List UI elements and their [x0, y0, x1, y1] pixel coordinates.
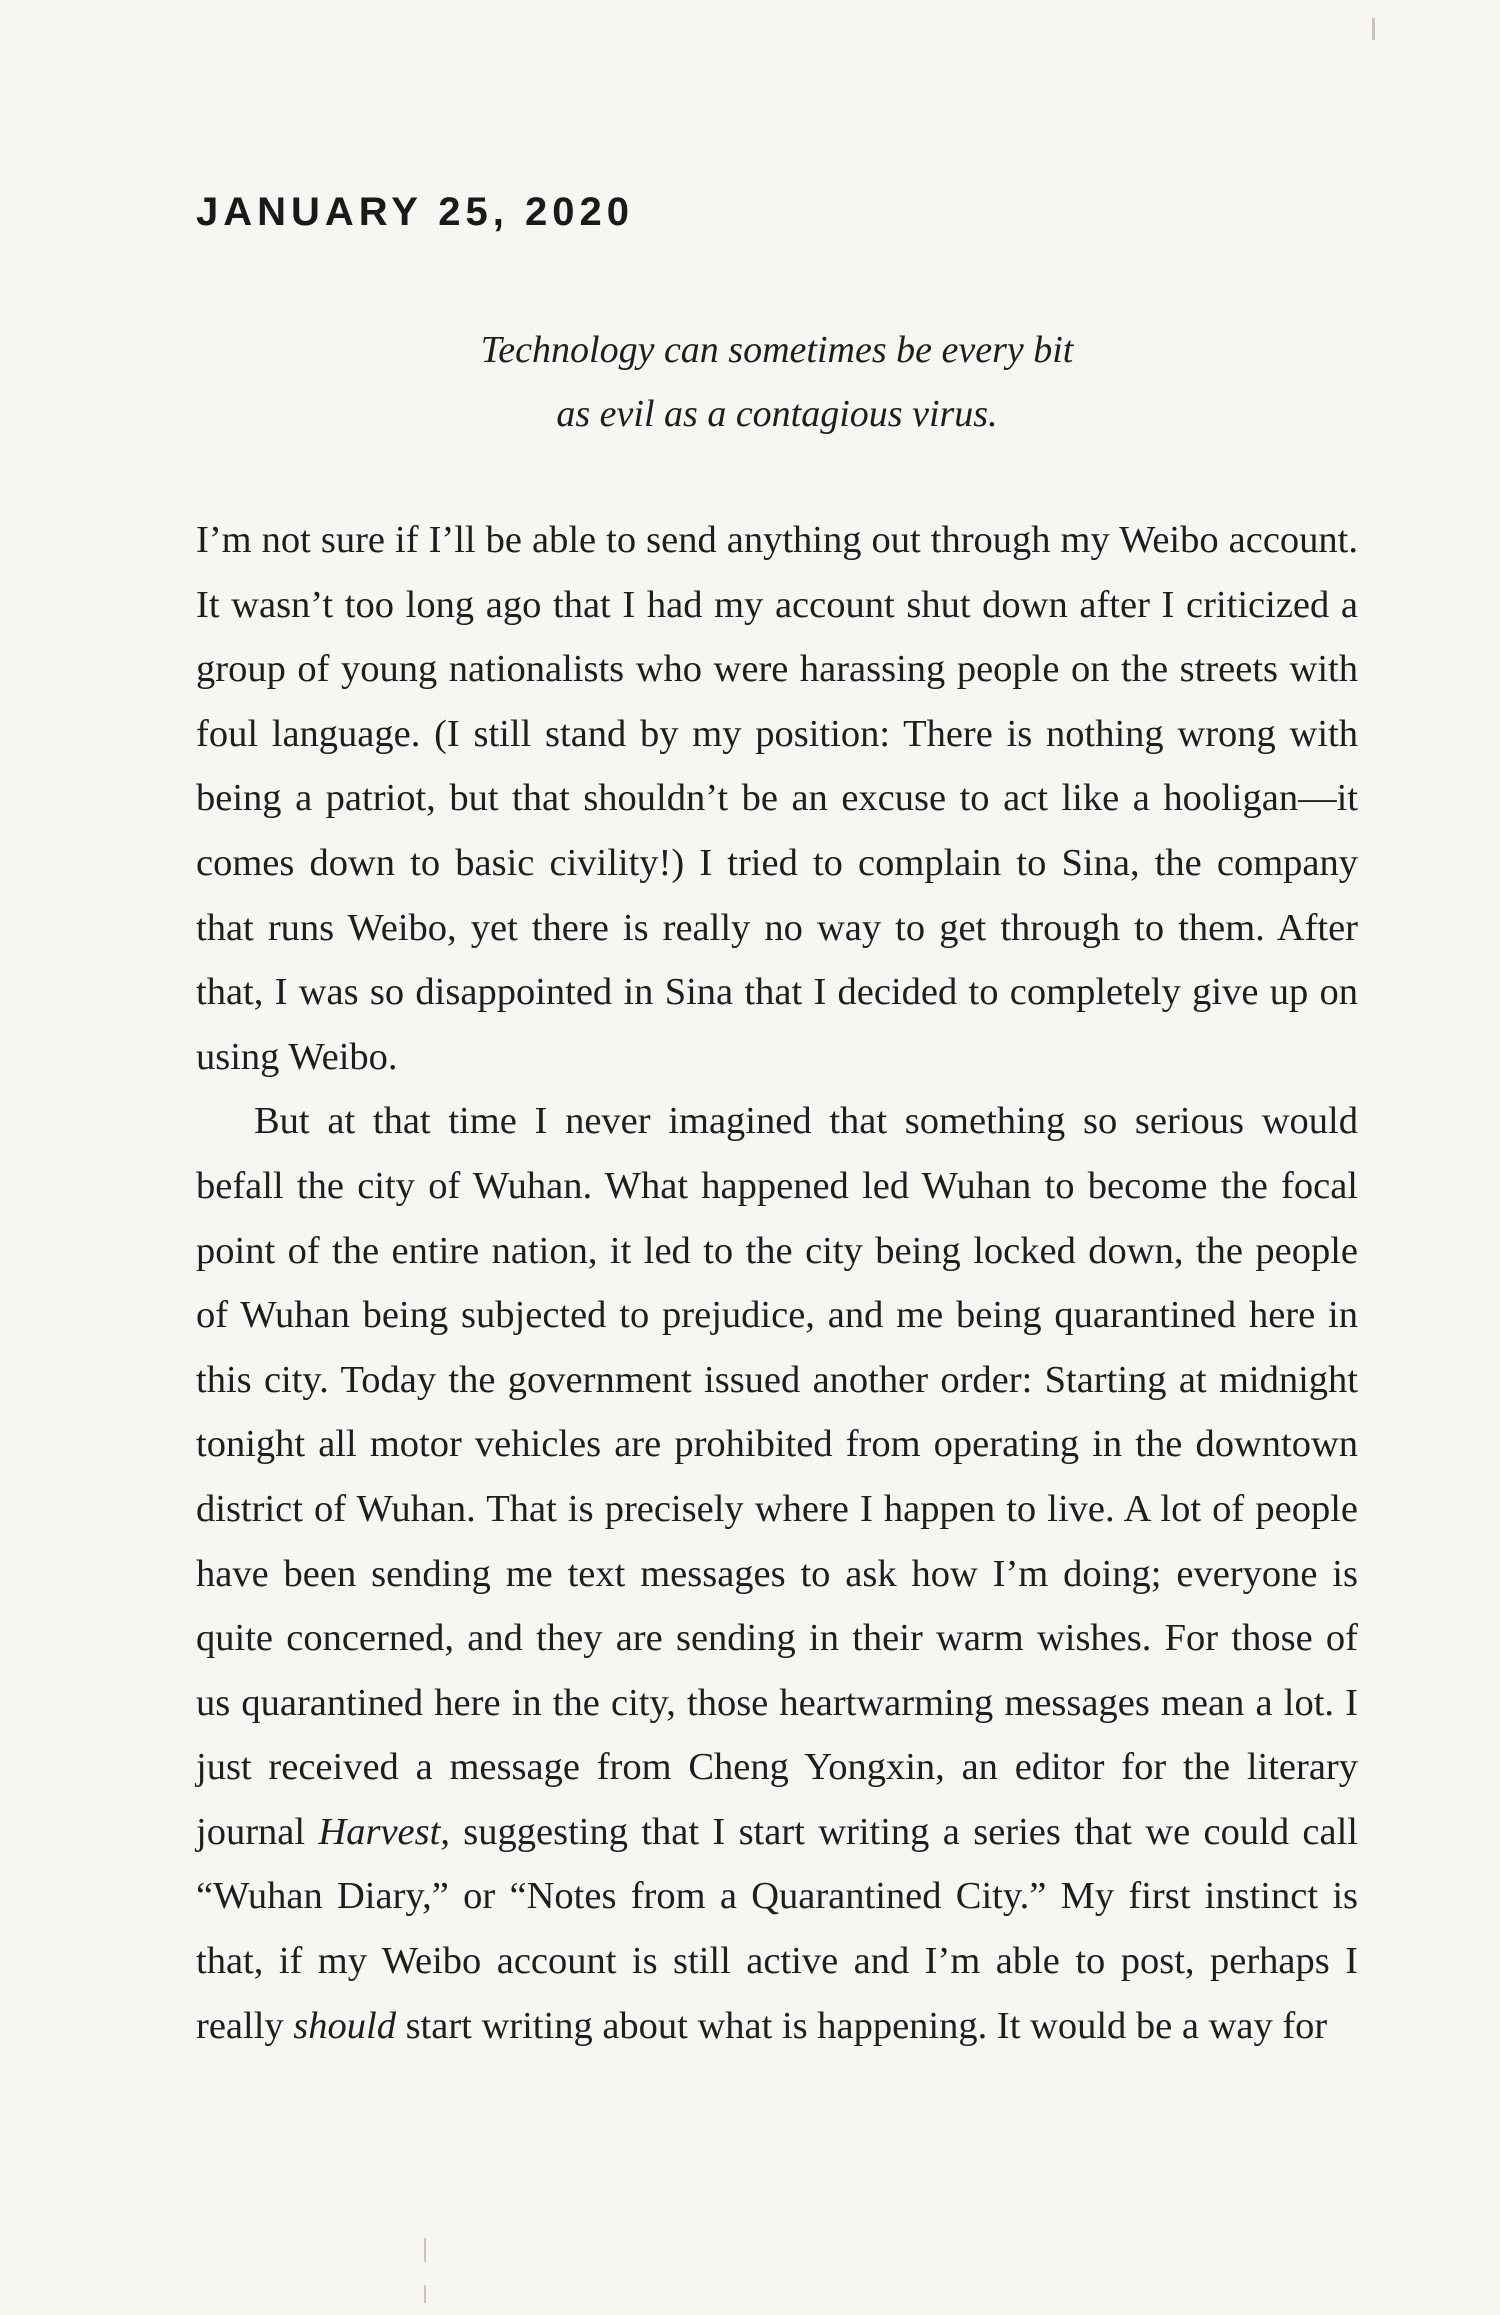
scan-speck: [1372, 18, 1375, 40]
chapter-date-heading: JANUARY 25, 2020: [196, 190, 634, 234]
journal-title: Harvest: [318, 1810, 441, 1853]
epigraph-line-2: as evil as a contagious virus.: [556, 393, 998, 435]
paragraph-2-part-c: start writing about what is happening. It would be a way for: [395, 2004, 1328, 2047]
epigraph: [196, 318, 1358, 446]
epigraph-line-1: Technology can sometimes be every bit: [480, 329, 1074, 371]
emphasis-word: should: [293, 2004, 396, 2047]
paragraph-1: I’m not sure if I’ll be able to send anything out through my Weibo account. It wasn’t too long ago that I had my account shut down after I criticized a group of young nationalists who were harassing people on the streets with foul language. (I still stand by my position: There is nothing wrong with being a patriot, but that shouldn’t be an excuse to act like a hooligan—it comes down to basic civility!) I tried to complain to Sina, the company that runs Weibo, yet there is really no way to get through to them. After that, I was so disappointed in Sina that I decided to completely give up on using Weibo.: [196, 519, 1358, 1078]
paragraph-2-part-a: But at that time I never imagined that something so serious would befall the city of Wuhan. What happened led Wuhan to become the focal point of the entire nation, it led to the city being locked down, the people of Wuhan being subjected to prejudice, and me being quarantined here in this city. Today the government issued another order: Starting at midnight tonight all motor vehicles are prohibited from operating in the downtown district of Wuhan. That is precisely where I happen to live. A lot of people have been sending me text messages to ask how I’m doing; everyone is quite concerned, and they are sending in their warm wishes. For those of us quarantined here in the city, those heartwarming messages mean a lot. I just received a message from Cheng Yongxin, an editor for the literary journal: [196, 1100, 1358, 1853]
scan-speck: [424, 2238, 426, 2262]
paragraph-2: [196, 1089, 1358, 2058]
scan-speck: [424, 2285, 426, 2303]
body-text: [196, 508, 1358, 2058]
paragraph-2-part-b: , suggesting that I start writing a series that we could call “Wuhan Diary,” or “Notes from a Quarantined City.” My first instinct is that, if my Weibo account is still active and I’m able to post, perhaps I really: [196, 1810, 1358, 2047]
